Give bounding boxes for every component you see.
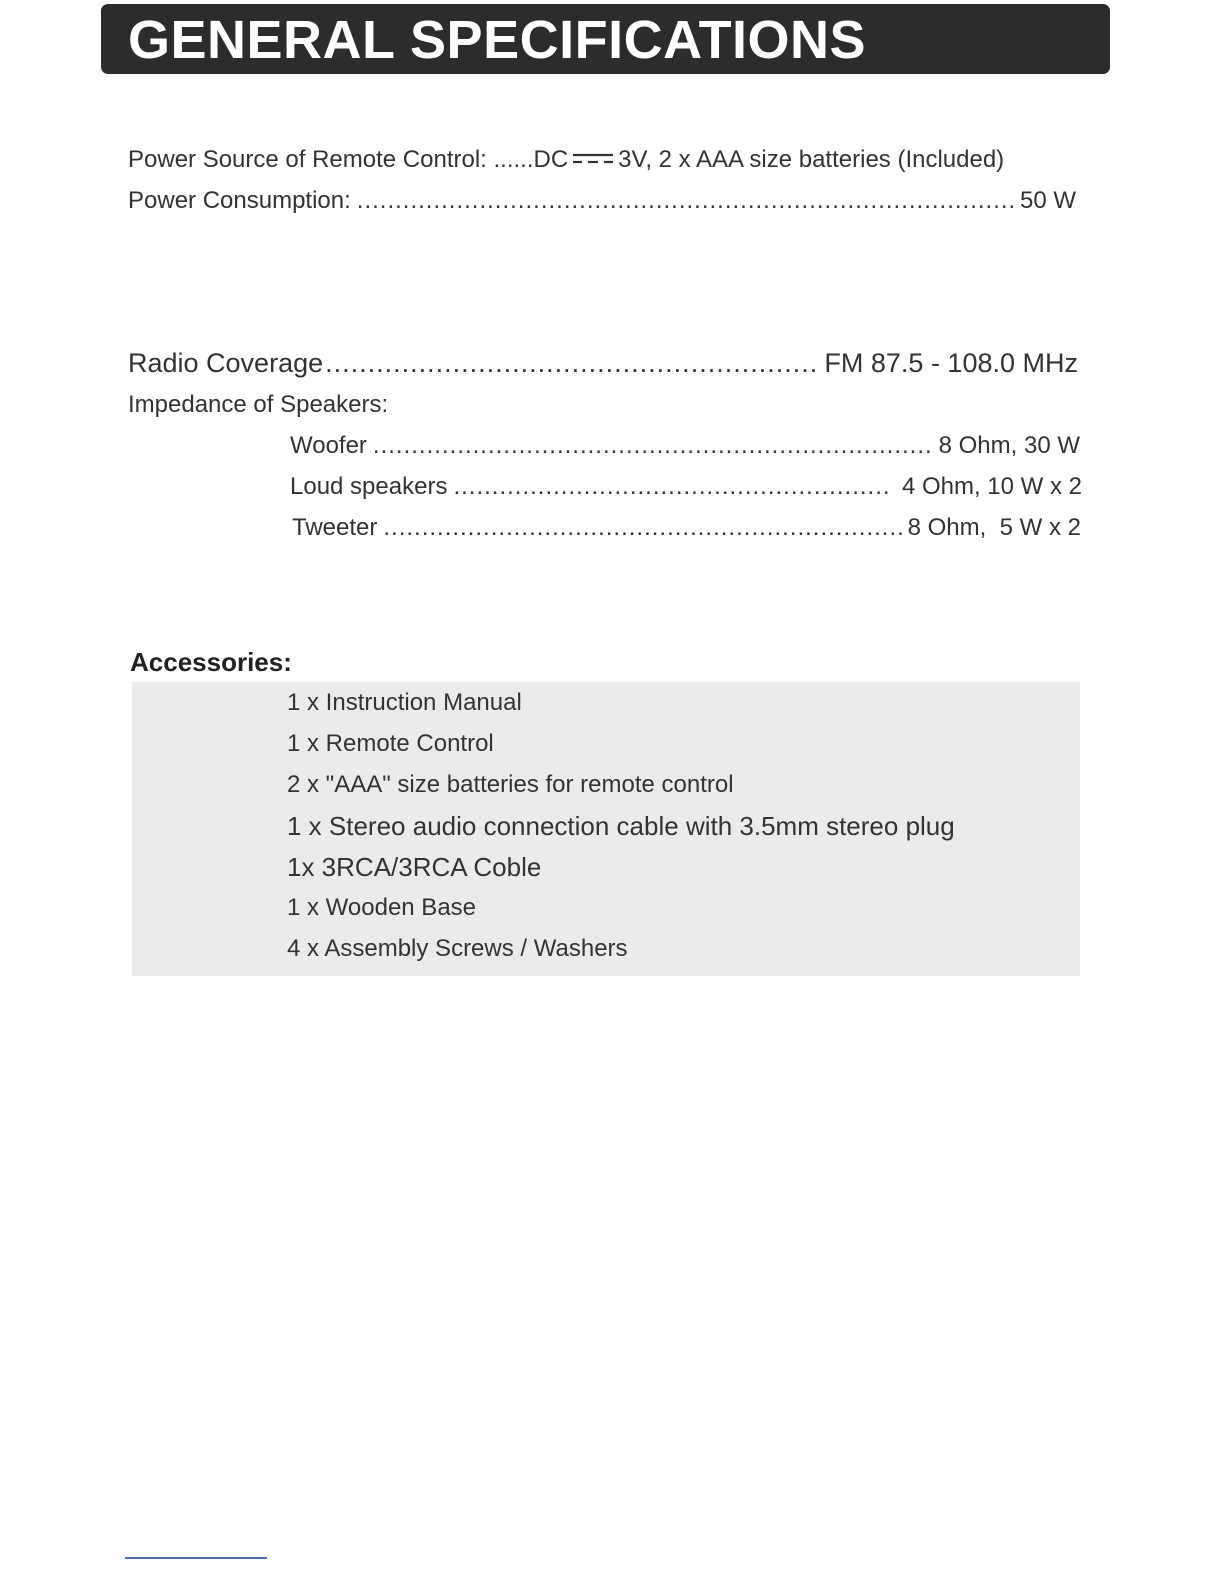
radio-coverage-label: Radio Coverage bbox=[128, 348, 324, 378]
list-item: 4 x Assembly Screws / Washers bbox=[287, 935, 628, 962]
power-source-value: 3V, 2 x AAA size batteries (Included) bbox=[618, 146, 1005, 173]
list-item: 1x 3RCA/3RCA Coble bbox=[287, 852, 542, 882]
power-consumption-label: Power Consumption: bbox=[128, 187, 351, 214]
list-item: 1 x Instruction Manual bbox=[287, 689, 522, 716]
speaker-value: 4 Ohm, 10 W x 2 bbox=[901, 473, 1082, 500]
power-consumption-row bbox=[128, 186, 1076, 216]
power-source-line bbox=[128, 145, 1004, 175]
page-title: GENERAL SPECIFICATIONS bbox=[128, 10, 867, 70]
speaker-label: Tweeter bbox=[292, 514, 378, 541]
radio-coverage-row bbox=[128, 348, 1078, 378]
list-item: 2 x "AAA" size batteries for remote control bbox=[287, 771, 734, 798]
header-bar bbox=[101, 4, 1110, 74]
leader-dots bbox=[325, 348, 816, 378]
list-item: 1 x Stereo audio connection cable with 3.5mm stereo plug bbox=[287, 811, 955, 841]
speaker-value: 8 Ohm, 30 W bbox=[938, 432, 1080, 459]
leader-dots bbox=[453, 472, 889, 502]
power-source-label: Power Source of Remote Control: ......DC bbox=[128, 146, 569, 173]
leader-dots bbox=[357, 186, 1014, 216]
speaker-row-loud-speakers bbox=[290, 472, 1082, 502]
speaker-row-tweeter bbox=[292, 513, 1081, 543]
speaker-row-woofer bbox=[290, 431, 1080, 461]
footer-rule bbox=[125, 1557, 267, 1559]
list-item: 1 x Remote Control bbox=[287, 730, 494, 757]
leader-dots bbox=[373, 431, 933, 461]
list-item: 1 x Wooden Base bbox=[287, 894, 477, 921]
radio-coverage-value: FM 87.5 - 108.0 MHz bbox=[824, 348, 1078, 378]
speaker-value: 8 Ohm, 5 W x 2 bbox=[907, 514, 1081, 541]
accessories-list bbox=[132, 682, 1080, 976]
speaker-label: Woofer bbox=[290, 432, 367, 459]
dc-current-icon bbox=[572, 152, 614, 166]
speaker-label: Loud speakers bbox=[290, 473, 448, 500]
leader-dots bbox=[383, 513, 901, 543]
accessories-heading: Accessories: bbox=[130, 647, 292, 677]
impedance-heading: Impedance of Speakers: bbox=[128, 391, 389, 418]
power-consumption-value: 50 W bbox=[1019, 187, 1076, 214]
